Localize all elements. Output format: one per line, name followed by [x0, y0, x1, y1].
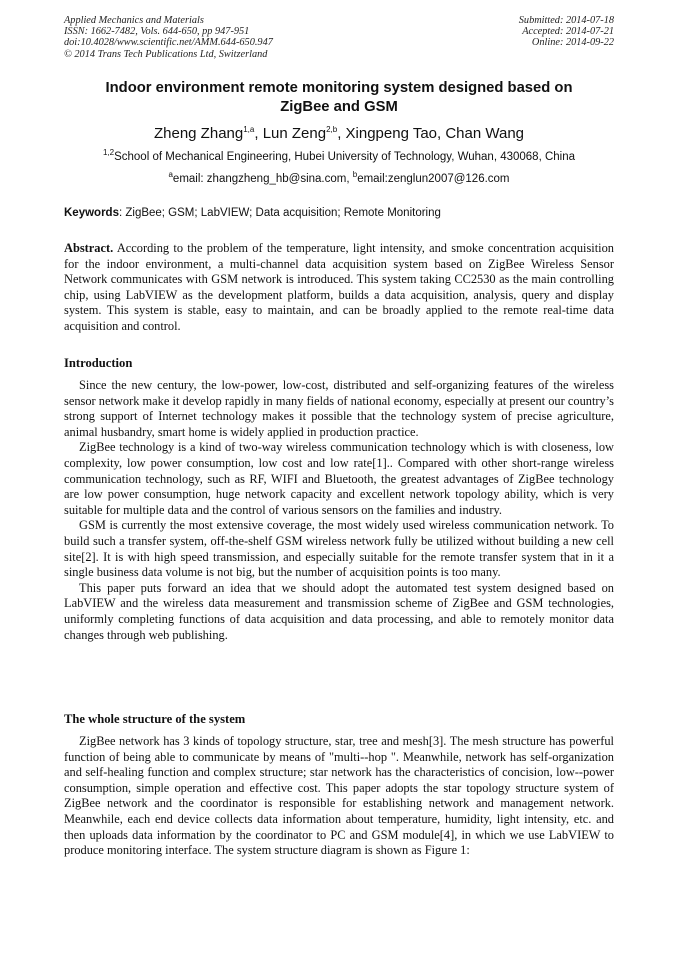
submitted-date: Submitted: 2014-07-18 — [518, 15, 614, 26]
author-separator: , — [254, 125, 263, 142]
structure-section — [64, 712, 614, 859]
author-name: Zheng Zhang — [153, 125, 244, 142]
keywords-text: : ZigBee; GSM; LabVIEW; Data acquisition; Remote Monitoring — [118, 207, 441, 219]
introduction-section — [64, 356, 614, 643]
paragraph: ZigBee technology is a kind of two-way wireless communication technology which is with closeness, low complexity, low power consumption, low cost and low rate[1].. Compared with other short-range wireless communication technology, such as RF, WIFI and Bluetooth, the greatest advantages of ZigBee technology are low power consumption, huge network capacity and excellent network topology ability, which is very suitable for multiple data and the control of various sensors on the families and industry. — [64, 440, 614, 517]
email-text: email: zhangzheng_hb@sina.com, — [172, 173, 353, 185]
journal-info — [64, 15, 273, 60]
abstract-label: Abstract. — [64, 241, 114, 255]
affiliation-text: School of Mechanical Engineering, Hubei University of Technology, Wuhan, 430068, China — [114, 151, 576, 163]
affiliation-superscript: 1,2 — [102, 148, 115, 158]
title-line-2: ZigBee and GSM — [280, 99, 398, 115]
paragraph: GSM is currently the most extensive coverage, the most widely used wireless communication network. To build such a transfer system, off-the-shelf GSM wireless network fully be utilized without building a new cell site[2]. It is with high speed transmission, and especially suitable for the remote transfer system that in it a single business data volume is not big, but the number of acquisition points is too many. — [64, 518, 614, 580]
abstract — [64, 241, 614, 335]
paragraph: ZigBee network has 3 kinds of topology structure, star, tree and mesh[3]. The mesh structure has powerful function of being able to communicate by means of "multi--hop ". Meanwhile, network has self-organization and self-healing function and complex structure; star network has the characteristics of concision, low--power consumption, simple operation and effective cost. This paper adopts the star topology structure system of ZigBee network and the coordinator is responsible for establishing network and management network. Meanwhile, each end device collects data information about temperature, humidity, light intensity, etc. and then uploads data information by the coordinator to PC and GSM module[4], in which we use LabVIEW to produce monitoring interface. The system structure diagram is shown as Figure 1: — [64, 734, 614, 858]
email-superscript: b — [352, 170, 358, 180]
section-heading: Introduction — [64, 356, 133, 370]
abstract-text: According to the problem of the temperature, light intensity, and smoke concentration acquisition for the indoor environment, a multi-channel data acquisition system based on ZigBee Wireless Sensor Network communicates with GSM network is introduced. This system taking CC2530 as the main controlling chip, using LabVIEW as the development platform, builds a data acquisition, analysis, query and display system. This system is stable, easy to maintain, and can be broadly applied to the remote real-time data acquisition and control. — [64, 241, 614, 333]
journal-name: Applied Mechanics and Materials — [64, 15, 204, 26]
author-name: Lun Zeng — [262, 125, 327, 142]
journal-doi: doi:10.4028/www.scientific.net/AMM.644-650.947 — [64, 37, 273, 49]
online-date: Online: 2014-09-22 — [531, 37, 614, 49]
paragraph: Since the new century, the low-power, low-cost, distributed and self-organizing features of the wireless sensor network make it develop rapidly in many fields of national economy, especially at present our country’s strong support of Internet technology makes it possible that the technology system of precise agriculture, animal husbandry, smart home is widely applied in production practice. — [64, 378, 614, 439]
accepted-date: Accepted: 2014-07-21 — [522, 26, 614, 38]
title-line-1: Indoor environment remote monitoring system designed based on — [105, 80, 573, 96]
email-superscript: a — [168, 170, 173, 180]
author-emails — [64, 172, 614, 186]
paper-title — [64, 79, 614, 117]
author-superscript: 1,a — [243, 125, 255, 134]
keywords-label: Keywords — [64, 207, 119, 219]
section-heading: The whole structure of the system — [64, 712, 246, 726]
author-superscript: 2,b — [326, 125, 338, 134]
author-list — [64, 125, 614, 143]
journal-issn: ISSN: 1662-7482, Vols. 644-650, pp 947-951 — [64, 26, 250, 38]
affiliation — [64, 150, 614, 164]
paragraph: This paper puts forward an idea that we should adopt the automated test system designed based on LabVIEW and the wireless data measurement and transmission scheme of ZigBee and GSM technologies, uniformly completing functions of data acquisition and data processing, and able to remotely monitor data changes through web publishing. — [64, 580, 614, 642]
keywords — [64, 206, 614, 220]
publication-dates — [519, 15, 614, 49]
author-names-rest: , Xingpeng Tao, Chan Wang — [337, 125, 524, 142]
journal-copyright: © 2014 Trans Tech Publications Ltd, Switzerland — [64, 48, 268, 60]
email-text: email:zenglun2007@126.com — [357, 173, 510, 185]
